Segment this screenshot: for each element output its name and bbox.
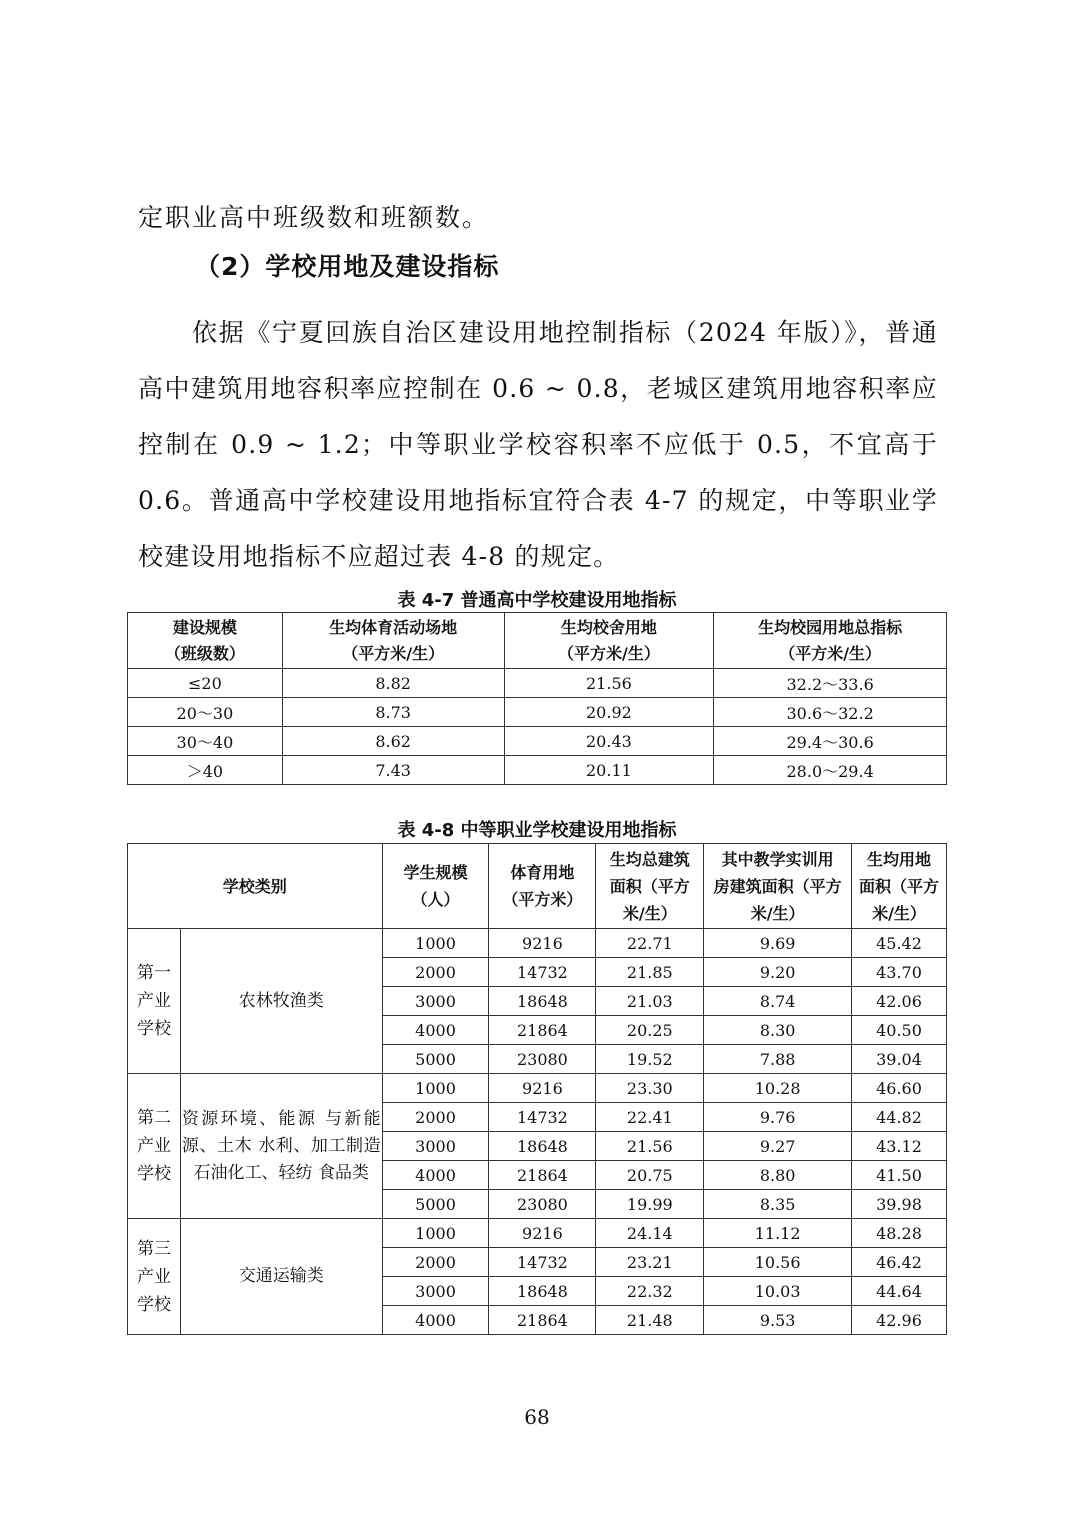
table-cell: 8.73 [282, 698, 504, 727]
table-cell: 28.0～29.4 [714, 756, 947, 785]
header-text: 米/生） [750, 903, 805, 923]
group-text: 学校 [136, 1164, 171, 1184]
table-cell: 44.82 [852, 1103, 947, 1132]
table-cell: 8.30 [704, 1016, 852, 1045]
header-text: 学生规模 [403, 863, 468, 882]
table-row [128, 698, 947, 727]
table-cell: 44.64 [852, 1277, 947, 1306]
table-cell: 23.21 [596, 1248, 704, 1277]
group-text: 产业 [136, 1136, 171, 1156]
table-cell: 48.28 [852, 1219, 947, 1248]
table-cell: 20.92 [504, 698, 714, 727]
header-text: 米/生） [622, 903, 677, 923]
table-cell: 20.25 [596, 1016, 704, 1045]
table-cell: 21.03 [596, 987, 704, 1016]
table-cell: 23080 [489, 1190, 596, 1219]
table-cell: 14732 [489, 1248, 596, 1277]
table-4-7-caption: 表 4-7 普通高中学校建设用地指标 [397, 590, 677, 611]
header-cell: 学校类别 [128, 844, 383, 929]
table-row [128, 929, 947, 958]
paragraph-continuation: 定职业高中班级数和班额数。 [138, 203, 490, 232]
table-cell: 4000 [382, 1161, 489, 1190]
table-cell: 11.12 [704, 1219, 852, 1248]
header-cell [128, 613, 283, 669]
table-row [128, 727, 947, 756]
table-cell: 8.82 [282, 669, 504, 698]
header-text: 生均校园用地总指标 [758, 617, 903, 637]
table-cell: 18648 [489, 1132, 596, 1161]
table-cell: 21.56 [596, 1132, 704, 1161]
table-4-8-caption: 表 4-8 中等职业学校建设用地指标 [397, 820, 677, 841]
table-cell: 5000 [382, 1045, 489, 1074]
table-cell: 21.56 [504, 669, 714, 698]
table-cell: 19.99 [596, 1190, 704, 1219]
section-heading: （2）学校用地及建设指标 [195, 252, 500, 281]
header-text: 生均总建筑 [609, 849, 690, 869]
table-cell: 9216 [489, 1219, 596, 1248]
table-cell: 14732 [489, 958, 596, 987]
table-cell: 1000 [382, 1219, 489, 1248]
category-cell: 农林牧渔类 [180, 929, 382, 1074]
header-text: 面积（平方 [609, 876, 690, 896]
group-cell [128, 1219, 181, 1335]
table-cell: 10.03 [704, 1277, 852, 1306]
category-cell: 资源环境、能源 与新能源、土木 水利、加工制造 石油化工、轻纺 食品类 [180, 1074, 382, 1219]
table-cell: 8.62 [282, 727, 504, 756]
header-text: （班级数） [164, 643, 245, 663]
group-text: 学校 [136, 1294, 171, 1315]
table-row [128, 669, 947, 698]
table-cell: 21864 [489, 1161, 596, 1190]
header-cell [382, 844, 489, 929]
table-cell: 9.69 [704, 929, 852, 958]
table-4-7 [127, 612, 947, 785]
table-cell: 20.43 [504, 727, 714, 756]
header-text: （平方米） [502, 890, 583, 909]
table-row [128, 1219, 947, 1248]
header-text: 面积（平方 [859, 876, 940, 896]
table-cell: 46.42 [852, 1248, 947, 1277]
header-text: 米/生） [872, 903, 926, 923]
table-cell: 21864 [489, 1306, 596, 1335]
table-cell: 43.12 [852, 1132, 947, 1161]
group-text: 产业 [136, 1266, 171, 1287]
header-text: 体育用地 [510, 863, 575, 882]
table-cell: 19.52 [596, 1045, 704, 1074]
header-cell [282, 613, 504, 669]
group-text: 第一 [136, 963, 171, 983]
table-cell: 2000 [382, 1248, 489, 1277]
table-cell: 42.06 [852, 987, 947, 1016]
header-cell [596, 844, 704, 929]
table-cell: 3000 [382, 987, 489, 1016]
table-cell: 5000 [382, 1190, 489, 1219]
table-cell: 22.32 [596, 1277, 704, 1306]
table-cell: 20.75 [596, 1161, 704, 1190]
table-cell: 8.74 [704, 987, 852, 1016]
table-cell: 8.35 [704, 1190, 852, 1219]
table-cell: 30.6～32.2 [714, 698, 947, 727]
header-text: 建设规模 [172, 617, 237, 637]
table-cell: 14732 [489, 1103, 596, 1132]
table-cell: 23.30 [596, 1074, 704, 1103]
table-cell: 10.56 [704, 1248, 852, 1277]
table-cell: 21.85 [596, 958, 704, 987]
table-cell: 32.2～33.6 [714, 669, 947, 698]
table-4-8 [127, 843, 947, 1335]
header-text: （平方米/生） [342, 643, 445, 663]
table-cell: 22.71 [596, 929, 704, 958]
table-cell: 40.50 [852, 1016, 947, 1045]
table-cell: 9.20 [704, 958, 852, 987]
group-text: 学校 [136, 1019, 171, 1039]
group-text: 第三 [136, 1238, 171, 1259]
group-cell [128, 1074, 181, 1219]
header-cell [852, 844, 947, 929]
table-cell: 10.28 [704, 1074, 852, 1103]
table-cell: 20.11 [504, 756, 714, 785]
table-cell: ＞40 [128, 756, 283, 785]
header-text: 其中教学实训用 [721, 849, 834, 869]
table-cell: 42.96 [852, 1306, 947, 1335]
header-text: 生均体育活动场地 [329, 617, 458, 637]
table-cell: 18648 [489, 1277, 596, 1306]
table-cell: 9216 [489, 929, 596, 958]
table-cell: 39.04 [852, 1045, 947, 1074]
table-cell: 7.43 [282, 756, 504, 785]
table-header-row [128, 844, 947, 929]
table-cell: 18648 [489, 987, 596, 1016]
group-text: 第二 [136, 1108, 171, 1128]
table-cell: 22.41 [596, 1103, 704, 1132]
table-cell: 4000 [382, 1016, 489, 1045]
table-cell: 8.80 [704, 1161, 852, 1190]
paragraph-body: 依据《宁夏回族自治区建设用地控制指标（2024 年版）》，普通高中建筑用地容积率应控制在 0.6 ~ 0.8，老城区建筑用地容积率应控制在 0.9 ~ 1.2；中等职业学校容积率不应低于 0.5，不宜高于 0.6。普通高中学校建设用地指标宜符合表 4-7 的规定，中等职业学校建设用地指标不应超过表 4-8 的规定。 [138, 318, 938, 571]
table-cell: 9.27 [704, 1132, 852, 1161]
table-cell: 1000 [382, 929, 489, 958]
table-row [128, 756, 947, 785]
table-cell: 9216 [489, 1074, 596, 1103]
header-cell [489, 844, 596, 929]
table-cell: 3000 [382, 1277, 489, 1306]
header-text: （平方米/生） [557, 643, 660, 663]
table-header-row [128, 613, 947, 669]
group-text: 产业 [136, 991, 171, 1011]
table-cell: 4000 [382, 1306, 489, 1335]
table-cell: 20～30 [128, 698, 283, 727]
table-cell: 45.42 [852, 929, 947, 958]
header-text: 生均校舍用地 [560, 617, 657, 637]
table-cell: 1000 [382, 1074, 489, 1103]
table-cell: 41.50 [852, 1161, 947, 1190]
table-row [128, 1074, 947, 1103]
table-cell: 3000 [382, 1132, 489, 1161]
table-cell: 7.88 [704, 1045, 852, 1074]
table-cell: 21864 [489, 1016, 596, 1045]
table-cell: 23080 [489, 1045, 596, 1074]
table-cell: 24.14 [596, 1219, 704, 1248]
page-number: 68 [524, 1405, 550, 1429]
header-text: （平方米/生） [779, 643, 882, 663]
table-cell: 39.98 [852, 1190, 947, 1219]
header-cell [504, 613, 714, 669]
table-cell: 9.53 [704, 1306, 852, 1335]
table-cell: 46.60 [852, 1074, 947, 1103]
header-text: 房建筑面积（平方 [713, 876, 842, 896]
header-text: （人） [411, 890, 460, 909]
group-cell [128, 929, 181, 1074]
header-cell [714, 613, 947, 669]
category-cell: 交通运输类 [180, 1219, 382, 1335]
table-cell: ≤20 [128, 669, 283, 698]
table-cell: 2000 [382, 1103, 489, 1132]
table-cell: 43.70 [852, 958, 947, 987]
table-cell: 9.76 [704, 1103, 852, 1132]
table-cell: 29.4～30.6 [714, 727, 947, 756]
header-text: 生均用地 [867, 849, 932, 869]
header-cell [704, 844, 852, 929]
table-cell: 2000 [382, 958, 489, 987]
table-cell: 21.48 [596, 1306, 704, 1335]
table-cell: 30～40 [128, 727, 283, 756]
